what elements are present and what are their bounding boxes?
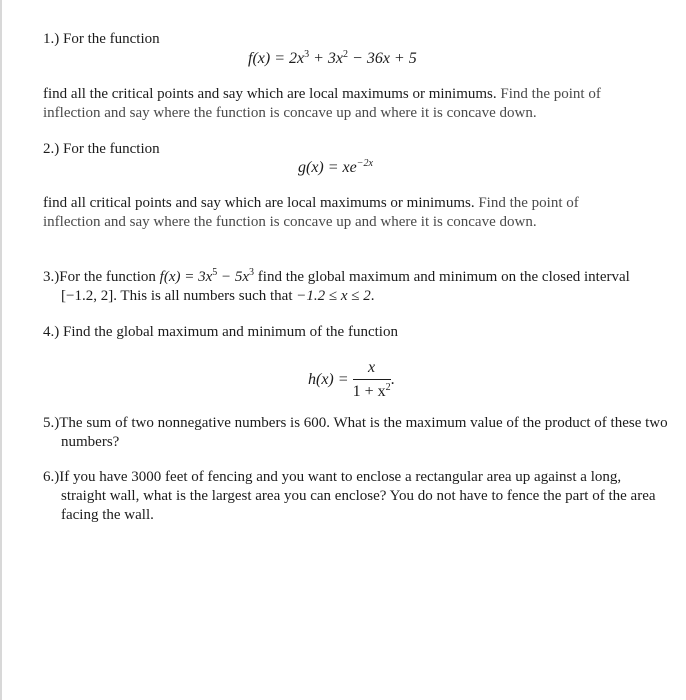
- problem-1-body-main: find all the critical points and say which are local maximums or minimums.: [43, 86, 497, 102]
- problem-5: [43, 414, 673, 452]
- problem-5-number: 5.): [43, 415, 60, 431]
- problem-2-body: [43, 194, 633, 232]
- fraction-denominator: 1 + x: [352, 383, 386, 400]
- fraction-numerator: x: [353, 358, 391, 380]
- problem-2-equation: [298, 158, 373, 177]
- problem-3-interval: [−1.2, 2]: [61, 288, 114, 304]
- problem-6-number: 6.): [43, 469, 60, 485]
- eq-exponent: 5: [212, 267, 218, 278]
- problem-3-text: For the function: [59, 269, 160, 285]
- problem-3-inequality: −1.2 ≤ x ≤ 2: [296, 288, 371, 304]
- problem-3-text: find the global maximum and minimum on the closed interval: [254, 269, 630, 285]
- problem-4-heading: 4.) Find the global maximum and minimum of the function: [43, 324, 398, 340]
- problem-3-text: . This is all numbers such that: [113, 288, 297, 304]
- eq-part: + 3x: [309, 50, 344, 67]
- problem-2-body-inflection: Find the point of inflection and say where the function is concave up and where it is concave down.: [43, 195, 579, 230]
- fraction: [353, 358, 391, 401]
- problem-6: [43, 468, 661, 525]
- eq-part: f(x) = 2x: [248, 50, 305, 67]
- problem-6-text: If you have 3000 feet of fencing and you want to enclose a rectangular area up against a long, straight wall, what is the largest area you can enclose? You do not have to fence the part of the area facing the wall.: [59, 469, 656, 523]
- eq-part: .: [390, 371, 395, 388]
- problem-5-text: The sum of two nonnegative numbers is 600. What is the maximum value of the product of these two numbers?: [59, 415, 668, 450]
- problem-3-number: 3.): [43, 269, 60, 285]
- problem-1-body: [43, 85, 643, 123]
- eq-part: − 5x: [217, 269, 250, 285]
- problem-2-heading: 2.) For the function: [43, 141, 160, 157]
- problem-3: [43, 268, 671, 306]
- problem-1-equation: [248, 49, 417, 68]
- problem-1-body-inflection: Find the point of inflection and say where the function is concave up and where it is concave down.: [43, 86, 601, 121]
- eq-exponent: −2x: [356, 158, 373, 169]
- problem-3-text: .: [370, 288, 375, 304]
- problem-4-equation: [308, 358, 395, 401]
- eq-exponent: 2: [385, 382, 391, 393]
- problem-1-heading: 1.) For the function: [43, 31, 160, 47]
- eq-exponent: 3: [304, 49, 310, 60]
- eq-part: f(x) = 3x: [159, 269, 213, 285]
- problem-2-body-main: find all critical points and say which are local maximums or minimums.: [43, 195, 475, 211]
- eq-part: − 36x + 5: [348, 50, 417, 67]
- page-edge: [0, 0, 2, 700]
- eq-part: h(x) =: [308, 371, 349, 388]
- eq-part: g(x) = xe: [298, 159, 357, 176]
- eq-exponent: 2: [343, 49, 349, 60]
- eq-exponent: 3: [249, 267, 255, 278]
